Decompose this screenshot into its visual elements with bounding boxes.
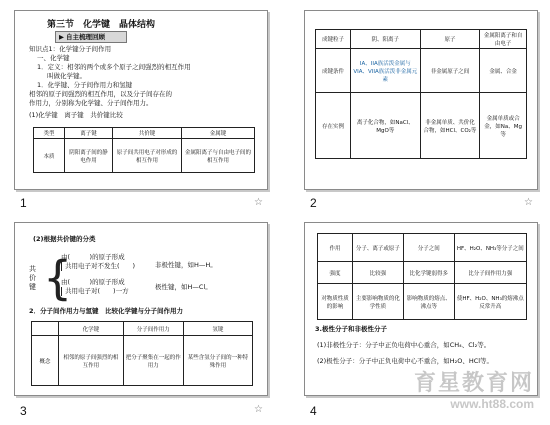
table-cell: 非金属原子之间 (420, 49, 480, 93)
brace-line: 由( )的原子形成 (61, 253, 125, 261)
slide-1-body (29, 45, 259, 120)
table-cell: 比分子间作用力强 (454, 262, 526, 284)
slide-1[interactable] (14, 10, 268, 190)
table-cell: 原子间共用电子对形成的相互作用 (113, 139, 182, 173)
slide-2-table (315, 29, 527, 159)
brace-line: 由( )的原子形成 (61, 278, 125, 286)
table-cell: 影响物质的熔点、沸点等 (403, 284, 454, 320)
row-label: 作用 (318, 234, 353, 262)
slide-number-2: 2 (310, 196, 317, 210)
watermark-brand: 育星教育网 (413, 371, 534, 396)
table-cell: 分子、离子或原子 (353, 234, 404, 262)
body-line: 叫做化学键。 (47, 72, 86, 80)
slide-number-1: 1 (20, 196, 27, 210)
row-label: 存在实例 (316, 93, 351, 159)
table-header: 分子间作用力 (123, 322, 183, 336)
brace-label: 共价键 (29, 265, 36, 291)
table-cell: 分子之间 (403, 234, 454, 262)
row-label: 成键条件 (316, 49, 351, 93)
row-label: 强度 (318, 262, 353, 284)
list-item: (2)极性分子：分子中正负电荷中心不重合，如H₂O、HCl等。 (317, 357, 494, 365)
table-header: 阴、阳离子 (351, 30, 421, 49)
right-note: 极性键，如H—Cl。 (155, 283, 212, 291)
table-cell: IA、IIA族活泼金属与VIA、VIIA族活泼非金属元素 (351, 49, 421, 93)
slide-1-heading: 第三节 化学键 晶体结构 (47, 20, 156, 30)
row-label: 对物质性质的影响 (318, 284, 353, 320)
table-header: 共价键 (113, 128, 182, 139)
table-cell: 金属、合金 (480, 49, 527, 93)
body-line: 作用力，分别称为化学键、分子间作用力。 (29, 99, 153, 107)
table-cell: 把分子聚集在一起的作用力 (123, 336, 183, 386)
table-header: 类型 (34, 128, 65, 139)
table-header: 氢键 (183, 322, 252, 336)
star-icon[interactable]: ☆ (524, 197, 533, 208)
table-header: 离子键 (65, 128, 113, 139)
table-header: 金属键 (181, 128, 254, 139)
watermark-url: www.ht88.com (450, 397, 534, 411)
table-cell: 金属阳离子与自由电子间的相互作用 (181, 139, 254, 173)
brace-icon: { (43, 251, 73, 305)
list-item: (1)非极性分子：分子中正负电荷中心重合，如CH₄、Cl₂等。 (317, 341, 491, 349)
table-cell: 金属单质或合金，如Na、Mg等 (480, 93, 527, 159)
slide-3-table (31, 321, 253, 386)
table-cell: 阴阳离子间的静电作用 (65, 139, 113, 173)
table-cell: 主要影响物质的化学性质 (353, 284, 404, 320)
star-icon[interactable]: ☆ (254, 404, 263, 415)
table-cell: 比较强 (353, 262, 404, 284)
slide-3[interactable] (14, 222, 268, 396)
slide-1-banner: ▶ 自主梳理回顾 (55, 31, 127, 43)
slide-2[interactable] (304, 10, 538, 190)
section-2-label: 2．分子间作用力与氢键 比较化学键与分子间作用力 (29, 307, 184, 315)
table-header: 原子 (420, 30, 480, 49)
body-line: 一、化学键 (37, 54, 70, 62)
slide-1-table (33, 127, 255, 173)
table-header: 成键粒子 (316, 30, 351, 49)
table-cell: 比化学键弱得多 (403, 262, 454, 284)
table-cell: HF、H₂O、NH₃等分子之间 (454, 234, 526, 262)
body-line: (1)化学键 离子键 共价键比较 (29, 111, 123, 119)
body-line: 1．定义：相邻的两个或多个原子之间强烈的相互作用 (37, 63, 191, 71)
section-3-label: 3.极性分子和非极性分子 (315, 325, 387, 333)
slide-3-title: (2)根据共价键的分类 (33, 235, 96, 243)
table-cell: 使HF、H₂O、NH₃的熔沸点反常升高 (454, 284, 526, 320)
table-cell: 离子化合物，如NaCl、MgO等 (351, 93, 421, 159)
table-cell: 相邻的原子间强烈的相互作用 (59, 336, 124, 386)
row-label: 本质 (34, 139, 65, 173)
table-header: 化学键 (59, 322, 124, 336)
body-line: 1．化学键、分子间作用力和氢键 (37, 81, 133, 89)
watermark (414, 366, 534, 411)
slide-4-table (317, 233, 527, 320)
body-line: 相邻的原子间强烈的相互作用，以及分子间存在的 (29, 90, 172, 98)
right-note: 非极性键，如H—H。 (155, 261, 217, 269)
table-header (32, 322, 59, 336)
row-label: 概念 (32, 336, 59, 386)
table-cell: 某些含氢分子间的一种特殊作用 (183, 336, 252, 386)
brace-line: 共用电子对( )一方 (61, 287, 155, 296)
table-header: 金属阳离子和自由电子 (480, 30, 527, 49)
slide-number-3: 3 (20, 404, 27, 418)
star-icon[interactable]: ☆ (254, 197, 263, 208)
body-line: 知识点1：化学键分子间作用 (29, 45, 112, 53)
brace-line: 共用电子对不发生( ) (61, 262, 155, 271)
table-cell: 非金属单质、共价化合物，如HCl、CO₂等 (420, 93, 480, 159)
banner-icon: ▶ (59, 33, 64, 41)
slide-number-4: 4 (310, 404, 317, 418)
